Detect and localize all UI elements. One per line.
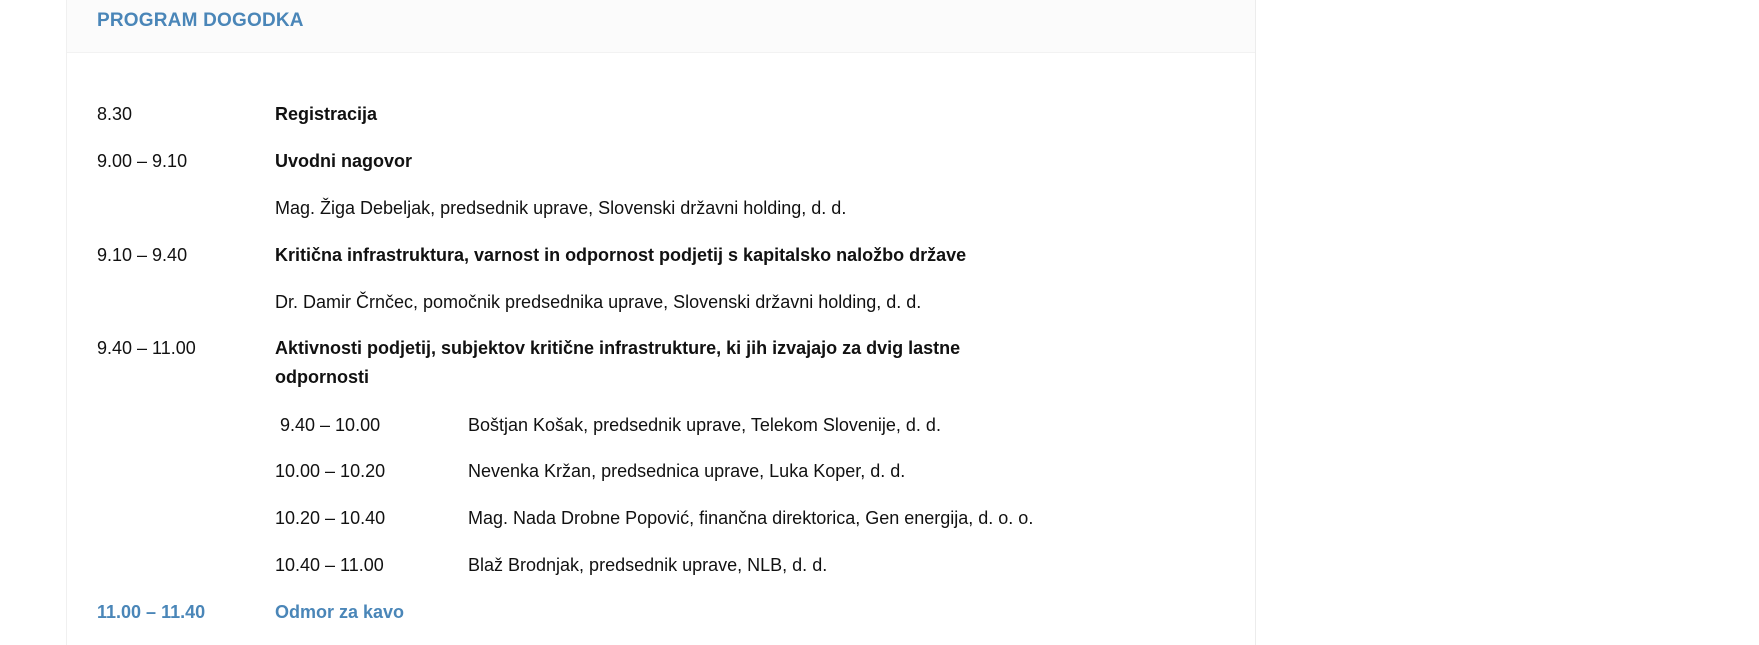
program-title: Registracija: [275, 104, 378, 124]
session-time: 10.00 – 10.20: [275, 461, 386, 481]
section-header: [67, 0, 1255, 53]
program-time: 9.40 – 11.00: [97, 338, 196, 358]
program-speaker: Dr. Damir Črnčec, pomočnik predsednika uprave, Slovenski državni holding, d. d.: [275, 292, 922, 312]
break-time: 11.00 – 11.40: [97, 602, 206, 622]
session-speaker: Nevenka Kržan, predsednica uprave, Luka Koper, d. d.: [468, 461, 906, 481]
section-title: PROGRAM DOGODKA: [97, 10, 304, 31]
session-time: 9.40 – 10.00: [280, 415, 381, 435]
session-speaker: Blaž Brodnjak, predsednik uprave, NLB, d. d.: [468, 555, 828, 575]
program-time: 8.30: [97, 104, 133, 124]
session-time: 10.40 – 11.00: [275, 555, 384, 575]
program-title-line1: Aktivnosti podjetij, subjektov kritične infrastrukture, ki jih izvajajo za dvig lastne: [275, 338, 961, 358]
program-title-line2: odpornosti: [275, 367, 369, 387]
program-title: Uvodni nagovor: [275, 151, 413, 171]
break-title: Odmor za kavo: [275, 602, 405, 622]
session-speaker: Mag. Nada Drobne Popović, finančna direktorica, Gen energija, d. o. o.: [468, 508, 1034, 528]
session-speaker: Boštjan Košak, predsednik uprave, Telekom Slovenije, d. d.: [468, 415, 941, 435]
session-time: 10.20 – 10.40: [275, 508, 386, 528]
program-title: Kritična infrastruktura, varnost in odpornost podjetij s kapitalsko naložbo države: [275, 245, 967, 265]
program-time: 9.00 – 9.10: [97, 151, 188, 171]
program-time: 9.10 – 9.40: [97, 245, 188, 265]
program-card: [66, 0, 1256, 645]
program-speaker: Mag. Žiga Debeljak, predsednik uprave, Slovenski državni holding, d. d.: [275, 198, 847, 218]
